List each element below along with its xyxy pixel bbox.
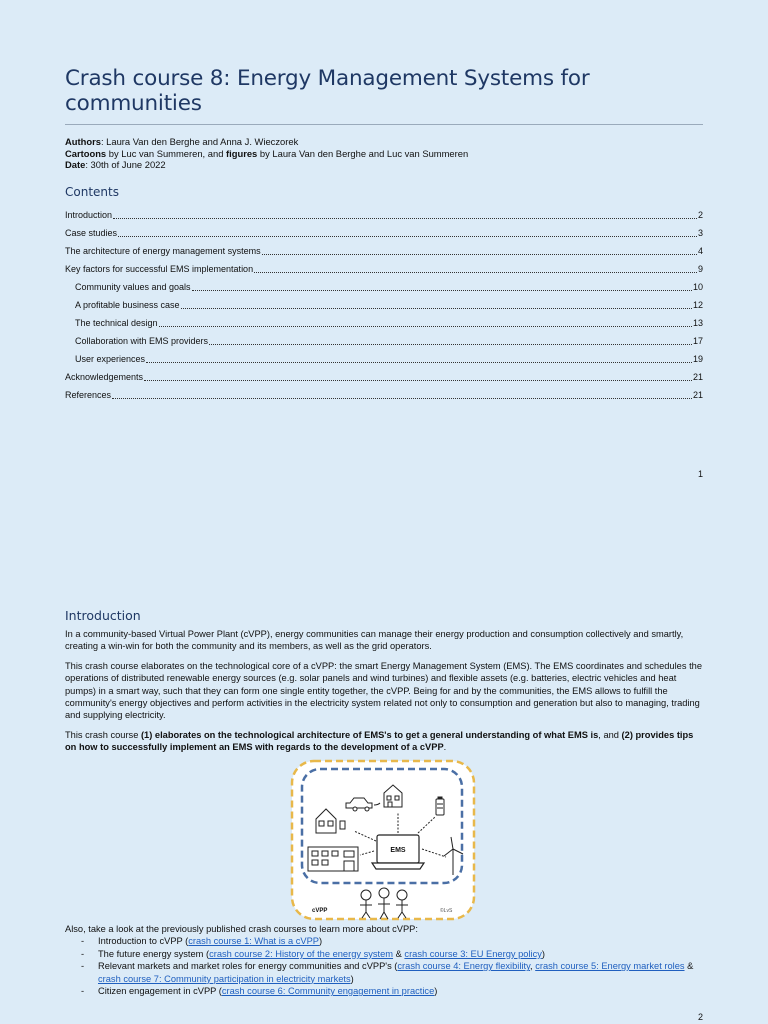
intro-p3-c: , and bbox=[598, 729, 622, 740]
toc-leader-dots bbox=[118, 236, 697, 237]
cartoons-text: by Luc van Summeren, and bbox=[106, 147, 227, 159]
toc-item-page: 13 bbox=[692, 317, 703, 328]
toc-item[interactable] bbox=[65, 275, 703, 293]
toc-item-label: Collaboration with EMS providers bbox=[75, 335, 209, 346]
toc-item[interactable] bbox=[65, 383, 703, 401]
toc-item[interactable] bbox=[65, 239, 703, 257]
crash-course-link[interactable]: crash course 5: Energy market roles bbox=[535, 961, 685, 972]
crash-course-list bbox=[65, 935, 703, 997]
page-number-2: 2 bbox=[697, 1012, 703, 1022]
toc-item[interactable] bbox=[65, 257, 703, 275]
toc-leader-dots bbox=[209, 344, 692, 345]
introduction-heading: Introduction bbox=[65, 608, 141, 623]
contents-heading: Contents bbox=[65, 184, 119, 199]
crash-course-text: Citizen engagement in cVPP ( bbox=[98, 986, 222, 997]
crash-course-text: Relevant markets and market roles for energy communities and cVPP's ( bbox=[98, 961, 398, 972]
toc-item-label: Case studies bbox=[65, 227, 118, 238]
cartoons-line bbox=[65, 148, 703, 160]
crash-course-link[interactable]: crash course 6: Community engagement in practice bbox=[221, 986, 435, 997]
toc-item-label: References bbox=[65, 389, 112, 400]
authors-label: Authors bbox=[65, 136, 101, 147]
intro-paragraph-2: This crash course elaborates on the technological core of a cVPP: the smart Energy Management System (EMS). The EMS coordinates and schedules the operations of distributed renewable energy sources (e.g. solar panels and wind turbines) and flexible assets (e.g. batteries, electric vehicles and heat pumps) in a smart way, such that they can form one single entity together, the cVPP. Being for and by the communities, the EMS allows to fulfill the community's energy objectives and perform activities in the electricity system related not only to consumption and generation but also to managing, trading and supplying electricity. bbox=[65, 660, 702, 721]
toc-item-page: 3 bbox=[697, 227, 703, 238]
toc-item-label: The technical design bbox=[75, 317, 158, 328]
crash-course-text: The future energy system ( bbox=[98, 948, 210, 959]
document-title: Crash course 8: Energy Management Systems for communities bbox=[65, 60, 703, 125]
cartoons-label: Cartoons bbox=[65, 147, 107, 159]
ems-label: EMS bbox=[390, 847, 406, 854]
toc-leader-dots bbox=[262, 254, 697, 255]
toc-item-label: Acknowledgements bbox=[65, 371, 144, 382]
page-2 bbox=[65, 608, 703, 761]
crash-course-text: ) bbox=[541, 948, 545, 959]
crash-course-text: & bbox=[393, 948, 405, 959]
intro-paragraph-3 bbox=[65, 729, 703, 754]
toc-item-page: 2 bbox=[697, 209, 703, 220]
intro-paragraph-1: In a community-based Virtual Power Plant (cVPP), energy communities can manage their energy production and consumption collectively and smartly, creating a win-win for both the community and its members, as well as the grid operators. bbox=[65, 629, 684, 652]
intro-p3-e: . bbox=[443, 742, 447, 753]
cvpp-ems-figure bbox=[288, 757, 478, 925]
date-text: : 30th of June 2022 bbox=[85, 159, 166, 170]
crash-course-text: ) bbox=[434, 986, 438, 997]
crash-course-text: & bbox=[684, 961, 694, 972]
toc-item[interactable] bbox=[65, 347, 703, 365]
toc-leader-dots bbox=[159, 326, 692, 327]
toc-item-label: A profitable business case bbox=[75, 299, 180, 310]
figures-label: figures bbox=[226, 147, 258, 159]
toc-item-label: Introduction bbox=[65, 209, 113, 220]
crash-course-text: , bbox=[530, 961, 536, 972]
crash-course-list-item bbox=[65, 948, 703, 960]
crash-course-list-item bbox=[65, 985, 703, 997]
toc-leader-dots bbox=[192, 290, 692, 291]
toc-item-page: 9 bbox=[697, 263, 703, 274]
toc-item[interactable] bbox=[65, 329, 703, 347]
page-1 bbox=[65, 60, 703, 401]
crash-course-text: ) bbox=[319, 936, 323, 947]
crash-course-link[interactable]: crash course 4: Energy flexibility bbox=[397, 961, 531, 972]
crash-course-text: ) bbox=[350, 973, 354, 984]
toc-leader-dots bbox=[113, 218, 697, 219]
toc-item-page: 21 bbox=[692, 389, 703, 400]
table-of-contents bbox=[65, 203, 703, 401]
crash-course-link[interactable]: crash course 2: History of the energy system bbox=[209, 948, 394, 959]
intro-p3-a: This crash course bbox=[65, 729, 141, 740]
crash-course-list-item bbox=[65, 935, 703, 947]
toc-item[interactable] bbox=[65, 203, 703, 221]
toc-leader-dots bbox=[144, 380, 692, 381]
toc-leader-dots bbox=[146, 362, 692, 363]
also-section bbox=[65, 923, 703, 997]
toc-item-label: Key factors for successful EMS implementation bbox=[65, 263, 254, 274]
page-number-1: 1 bbox=[697, 469, 703, 479]
crash-course-link[interactable]: crash course 3: EU Energy policy bbox=[404, 948, 542, 959]
toc-item-page: 17 bbox=[692, 335, 703, 346]
apartment-building-icon bbox=[308, 847, 358, 871]
toc-item-page: 19 bbox=[692, 353, 703, 364]
crash-course-text: Introduction to cVPP ( bbox=[98, 936, 189, 947]
toc-leader-dots bbox=[181, 308, 692, 309]
authors-line bbox=[65, 136, 703, 148]
crash-course-link[interactable]: crash course 7: Community participation in electricity markets bbox=[98, 973, 351, 984]
crash-course-link[interactable]: crash course 1: What is a cVPP bbox=[188, 936, 319, 947]
toc-item-label: The architecture of energy management systems bbox=[65, 245, 261, 256]
toc-item-label: User experiences bbox=[75, 353, 146, 364]
toc-item[interactable] bbox=[65, 221, 703, 239]
toc-item-page: 21 bbox=[692, 371, 703, 382]
toc-item[interactable] bbox=[65, 365, 703, 383]
also-intro: Also, take a look at the previously published crash courses to learn more about cVPP: bbox=[65, 924, 418, 934]
toc-item[interactable] bbox=[65, 311, 703, 329]
date-line bbox=[65, 159, 703, 171]
toc-item-page: 12 bbox=[692, 299, 703, 310]
battery-icon bbox=[436, 797, 444, 815]
toc-leader-dots bbox=[112, 398, 692, 399]
figure-credit: ©LvS bbox=[440, 908, 453, 914]
cvpp-label: cVPP bbox=[312, 908, 328, 914]
intro-p3-b: (1) elaborates on the technological architecture of EMS's to get a general understanding of what EMS is bbox=[140, 729, 599, 740]
toc-item-page: 4 bbox=[697, 245, 703, 256]
intro-p3-d: (2) provides tips on how to successfully implement an EMS with regards to the development of a cVPP bbox=[65, 729, 694, 753]
date-label: Date bbox=[65, 159, 86, 170]
crash-course-list-item bbox=[65, 960, 703, 985]
toc-item-page: 10 bbox=[692, 281, 703, 292]
toc-item[interactable] bbox=[65, 293, 703, 311]
authors-text: : Laura Van den Berghe and Anna J. Wieczorek bbox=[100, 136, 299, 147]
figures-text: by Laura Van den Berghe and Luc van Summeren bbox=[257, 147, 469, 159]
document-meta bbox=[65, 136, 703, 171]
toc-leader-dots bbox=[254, 272, 697, 273]
toc-item-label: Community values and goals bbox=[75, 281, 191, 292]
